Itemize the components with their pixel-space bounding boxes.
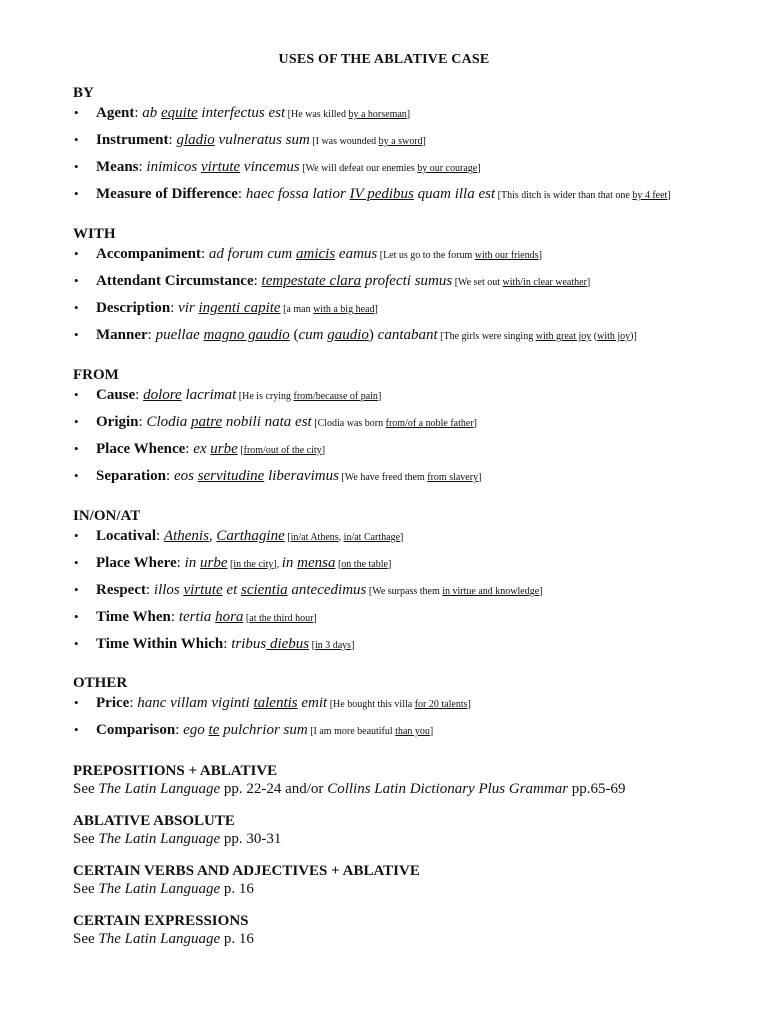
translation-run: [This ditch is wider than that one <box>497 190 633 201</box>
bullet-icon: • <box>74 300 79 315</box>
list-item <box>73 299 733 326</box>
latin-example-run: nobili nata est <box>222 414 312 430</box>
latin-example-run: emit <box>297 695 328 711</box>
translation-run: )] <box>630 331 637 342</box>
translation-run: with our friends <box>474 250 539 261</box>
section-other <box>73 674 733 748</box>
translation-run: in virtue and knowledge <box>442 586 540 597</box>
translation-run: ] <box>387 559 392 570</box>
list-item <box>73 185 733 212</box>
list-item <box>73 581 733 608</box>
translation-run: at the third hour <box>249 613 314 624</box>
bullet-icon: • <box>74 327 79 342</box>
reference-block <box>73 862 733 898</box>
usage-list <box>73 694 733 748</box>
usage-term: Place Whence <box>96 441 186 457</box>
bullet-icon: • <box>74 722 79 737</box>
reference-text-run: The Latin Language <box>98 931 221 947</box>
latin-example-run: eamus <box>335 246 378 262</box>
translation-run: from slavery <box>427 472 479 483</box>
translation-run: [I am more beautiful <box>310 726 396 737</box>
section-in-on-at <box>73 507 733 662</box>
bullet-icon: • <box>74 105 79 120</box>
colon-separator: : <box>237 186 246 202</box>
colon-separator: : <box>147 327 156 343</box>
translation-run: , <box>338 532 344 543</box>
reference-heading: CERTAIN VERBS AND ADJECTIVES + ABLATIVE <box>73 863 420 879</box>
bullet-icon: • <box>74 555 79 570</box>
translation-run: ] <box>429 726 434 737</box>
usage-term: Time When <box>96 609 171 625</box>
usage-term: Place Where <box>96 555 177 571</box>
translation-run: ] <box>467 699 471 710</box>
translation-run: ] <box>422 136 426 147</box>
usage-term: Manner <box>96 327 148 343</box>
translation-run: from/out of the city <box>243 445 322 456</box>
translation-run: [We will defeat our enemies <box>302 163 418 174</box>
colon-separator: : <box>166 468 174 484</box>
translation-run: ] <box>478 472 482 483</box>
bullet-icon: • <box>74 273 79 288</box>
colon-separator: : <box>134 105 143 121</box>
bullet-icon: • <box>74 528 79 543</box>
reference-text-run: pp. 30-31 <box>220 831 282 847</box>
section-heading: WITH <box>73 226 116 242</box>
bullet-icon: • <box>74 695 79 710</box>
latin-example-run: te <box>208 722 220 738</box>
reference-text-run: The Latin Language <box>98 831 221 847</box>
latin-example-run: IV pedibus <box>349 186 414 202</box>
translation-run: with a big head <box>313 304 375 315</box>
usage-list <box>73 104 733 212</box>
translation-run: with joy <box>597 331 631 342</box>
latin-example-run: vulneratus sum <box>214 132 310 148</box>
translation-run: [Let us go to the forum <box>379 250 475 261</box>
reference-line <box>73 880 733 898</box>
usage-term: Respect <box>96 582 146 598</box>
translation-run: ] <box>667 190 671 201</box>
list-item <box>73 721 733 748</box>
latin-example-run: servitudine <box>197 468 265 484</box>
latin-example-run: profecti sumus <box>361 273 453 289</box>
section-by <box>73 84 733 212</box>
latin-example-run: urbe <box>200 555 228 571</box>
colon-separator: : <box>175 722 184 738</box>
translation-run: in the city <box>233 559 274 570</box>
translation-run: ] <box>586 277 591 288</box>
usage-term: Origin <box>96 414 139 430</box>
latin-example-run: ab <box>142 105 161 121</box>
usage-term: Separation <box>96 468 167 484</box>
reference-text-run: pp.65-69 <box>568 781 626 797</box>
usage-term: Locatival <box>96 528 156 544</box>
usage-term: Time Within Which <box>96 636 224 652</box>
list-item <box>73 245 733 272</box>
usage-term: Agent <box>96 105 135 121</box>
list-item <box>73 413 733 440</box>
latin-example-run: ) <box>368 327 374 343</box>
translation-run: [He bought this villa <box>329 699 415 710</box>
latin-example-run: urbe <box>210 441 238 457</box>
reference-line <box>73 780 733 798</box>
latin-example-run: vir <box>178 300 199 316</box>
latin-example-run: tempestate clara <box>261 273 362 289</box>
latin-example-run: interfectus est <box>197 105 286 121</box>
bullet-icon: • <box>74 468 79 483</box>
latin-example-run: eos <box>173 468 198 484</box>
latin-example-run: haec fossa latior <box>245 186 350 202</box>
latin-example-run: tertia <box>178 609 216 625</box>
reference-heading: CERTAIN EXPRESSIONS <box>73 913 249 929</box>
translation-run: with/in clear weather <box>502 277 587 288</box>
list-item <box>73 440 733 467</box>
translation-run: [He is crying <box>238 391 294 402</box>
translation-run: ] <box>400 532 404 543</box>
reference-text-run: The Latin Language <box>98 881 221 897</box>
translation-run: ] <box>321 445 326 456</box>
colon-separator: : <box>138 414 147 430</box>
latin-example-run: mensa <box>297 555 336 571</box>
reference-block <box>73 762 733 798</box>
translation-run: [Clodia was born <box>314 418 386 429</box>
translation-run: [a man <box>283 304 314 315</box>
bullet-icon: • <box>74 414 79 429</box>
list-item <box>73 694 733 721</box>
colon-separator: : <box>168 132 177 148</box>
translation-run: ] <box>351 640 355 651</box>
translation-run: ] <box>406 109 411 120</box>
bullet-icon: • <box>74 636 79 651</box>
latin-example-run: ( <box>289 327 299 343</box>
colon-separator: : <box>156 528 164 544</box>
usage-term: Measure of Difference <box>96 186 238 202</box>
latin-example-run: in <box>184 555 201 571</box>
bullet-icon: • <box>74 159 79 174</box>
latin-example-run: equite <box>161 105 198 121</box>
colon-separator: : <box>176 555 185 571</box>
colon-separator: : <box>223 636 232 652</box>
translation-run: by a sword <box>378 136 423 147</box>
latin-example-run: dolore <box>143 387 182 403</box>
list-item <box>73 554 733 581</box>
list-item <box>73 158 733 185</box>
translation-run: ] <box>477 163 481 174</box>
latin-example-run: vincemus <box>240 159 300 175</box>
latin-example-run: virtute <box>201 159 241 175</box>
bullet-icon: • <box>74 582 79 597</box>
latin-example-run: ego <box>183 722 209 738</box>
translation-run: [We have freed them <box>341 472 428 483</box>
latin-example-run: ex <box>193 441 211 457</box>
latin-example-run: cum <box>298 327 328 343</box>
translation-run: by our courage <box>417 163 478 174</box>
latin-example-run: ad forum cum <box>208 246 296 262</box>
reference-text-run: See <box>73 781 99 797</box>
usage-term: Description <box>96 300 171 316</box>
latin-example-run: puellae <box>155 327 204 343</box>
reference-line <box>73 930 733 948</box>
translation-run: ] <box>473 418 477 429</box>
section-heading: BY <box>73 85 94 101</box>
latin-example-run: gaudio <box>327 327 369 343</box>
bullet-icon: • <box>74 132 79 147</box>
latin-example-run: Clodia <box>146 414 192 430</box>
section-heading: FROM <box>73 367 119 383</box>
latin-example-run: cantabant <box>373 327 438 343</box>
translation-run: ] <box>313 613 317 624</box>
translation-run: in/at Athens <box>290 532 339 543</box>
translation-run: on the table <box>341 559 388 570</box>
translation-run: for 20 talents <box>414 699 468 710</box>
latin-example-run: hora <box>215 609 244 625</box>
list-item <box>73 104 733 131</box>
translation-run: [We set out <box>454 277 503 288</box>
latin-example-run: in <box>281 555 298 571</box>
translation-run: [ <box>287 532 291 543</box>
list-item <box>73 272 733 299</box>
bullet-icon: • <box>74 609 79 624</box>
usage-list <box>73 386 733 494</box>
section-heading: OTHER <box>73 675 128 691</box>
latin-example-run: ingenti capite <box>198 300 281 316</box>
latin-example-run: diebus <box>266 636 310 652</box>
translation-run: [He was killed <box>287 109 349 120</box>
translation-run: by 4 feet <box>632 190 668 201</box>
reference-block <box>73 812 733 848</box>
translation-run: ] <box>374 304 378 315</box>
page-title: USES OF THE ABLATIVE CASE <box>278 52 490 67</box>
colon-separator: : <box>201 246 209 262</box>
latin-example-run: amicis <box>296 246 336 262</box>
reference-block <box>73 912 733 948</box>
section-from <box>73 366 733 494</box>
translation-run: ] <box>539 586 543 597</box>
latin-example-run: et <box>222 582 241 598</box>
translation-run: ] <box>377 391 382 402</box>
bullet-icon: • <box>74 387 79 402</box>
list-item <box>73 527 733 554</box>
usage-term: Instrument <box>96 132 169 148</box>
usage-term: Attendant Circumstance <box>96 273 254 289</box>
translation-run: [ <box>311 640 315 651</box>
translation-run: from/because of pain <box>293 391 378 402</box>
list-item <box>73 635 733 662</box>
usage-term: Price <box>96 695 130 711</box>
reference-line <box>73 830 733 848</box>
latin-example-run: illos <box>153 582 184 598</box>
list-item <box>73 326 733 353</box>
list-item <box>73 386 733 413</box>
latin-example-run: pulchrior sum <box>219 722 308 738</box>
latin-example-run: antecedimus <box>287 582 367 598</box>
section-heading: IN/ON/AT <box>73 508 141 524</box>
latin-example-run: magno gaudio <box>203 327 290 343</box>
list-item <box>73 467 733 494</box>
usage-term: Comparison <box>96 722 176 738</box>
colon-separator: : <box>138 159 147 175</box>
translation-run: ( <box>591 331 598 342</box>
translation-run: with great joy <box>535 331 592 342</box>
list-item <box>73 608 733 635</box>
colon-separator: : <box>253 273 262 289</box>
translation-run: than you <box>395 726 430 737</box>
bullet-icon: • <box>74 441 79 456</box>
colon-separator: : <box>185 441 194 457</box>
latin-example-run: scientia <box>240 582 288 598</box>
translation-run: [The girls were singing <box>440 331 536 342</box>
list-item <box>73 131 733 158</box>
latin-example-run: Athenis <box>163 528 209 544</box>
translation-run: [ <box>245 613 250 624</box>
bullet-icon: • <box>74 246 79 261</box>
reference-text-run: See <box>73 931 99 947</box>
usage-term: Accompaniment <box>96 246 201 262</box>
latin-example-run: patre <box>191 414 223 430</box>
colon-separator: : <box>129 695 138 711</box>
latin-example-run: gladio <box>176 132 215 148</box>
usage-term: Cause <box>96 387 136 403</box>
translation-run: in 3 days <box>314 640 352 651</box>
translation-run: in/at Carthage <box>343 532 401 543</box>
usage-list <box>73 527 733 662</box>
reference-text-run: See <box>73 881 99 897</box>
translation-run: [ <box>240 445 244 456</box>
latin-example-run: Carthagine <box>216 528 285 544</box>
translation-run: [ <box>230 559 234 570</box>
reference-text-run: See <box>73 831 99 847</box>
usage-list <box>73 245 733 353</box>
translation-run: by a horseman <box>348 109 407 120</box>
translation-run: [I was wounded <box>312 136 379 147</box>
bullet-icon: • <box>74 186 79 201</box>
latin-example-run: lacrimat <box>181 387 237 403</box>
reference-text-run: The Latin Language <box>98 781 221 797</box>
section-with <box>73 225 733 353</box>
reference-text-run: p. 16 <box>220 931 254 947</box>
translation-run: ], <box>273 559 282 570</box>
reference-text-run: pp. 22-24 and/or <box>220 781 328 797</box>
latin-example-run: tribus <box>231 636 267 652</box>
colon-separator: : <box>170 609 179 625</box>
latin-example-run: virtute <box>183 582 223 598</box>
translation-run: [We surpass them <box>368 586 443 597</box>
reference-text-run: Collins Latin Dictionary Plus Grammar <box>327 781 569 797</box>
translation-run: from/of a noble father <box>385 418 474 429</box>
usage-term: Means <box>96 159 139 175</box>
reference-heading: PREPOSITIONS + ABLATIVE <box>73 763 278 779</box>
latin-example-run: hanc villam viginti <box>137 695 254 711</box>
translation-run: ] <box>538 250 542 261</box>
latin-example-run: talentis <box>253 695 298 711</box>
reference-text-run: p. 16 <box>220 881 254 897</box>
latin-example-run: inimicos <box>146 159 202 175</box>
colon-separator: : <box>170 300 179 316</box>
colon-separator: : <box>145 582 154 598</box>
colon-separator: : <box>135 387 144 403</box>
latin-example-run: , <box>208 528 217 544</box>
translation-run: [ <box>337 559 342 570</box>
reference-heading: ABLATIVE ABSOLUTE <box>73 813 235 829</box>
latin-example-run: liberavimus <box>264 468 339 484</box>
latin-example-run: quam illa est <box>413 186 496 202</box>
